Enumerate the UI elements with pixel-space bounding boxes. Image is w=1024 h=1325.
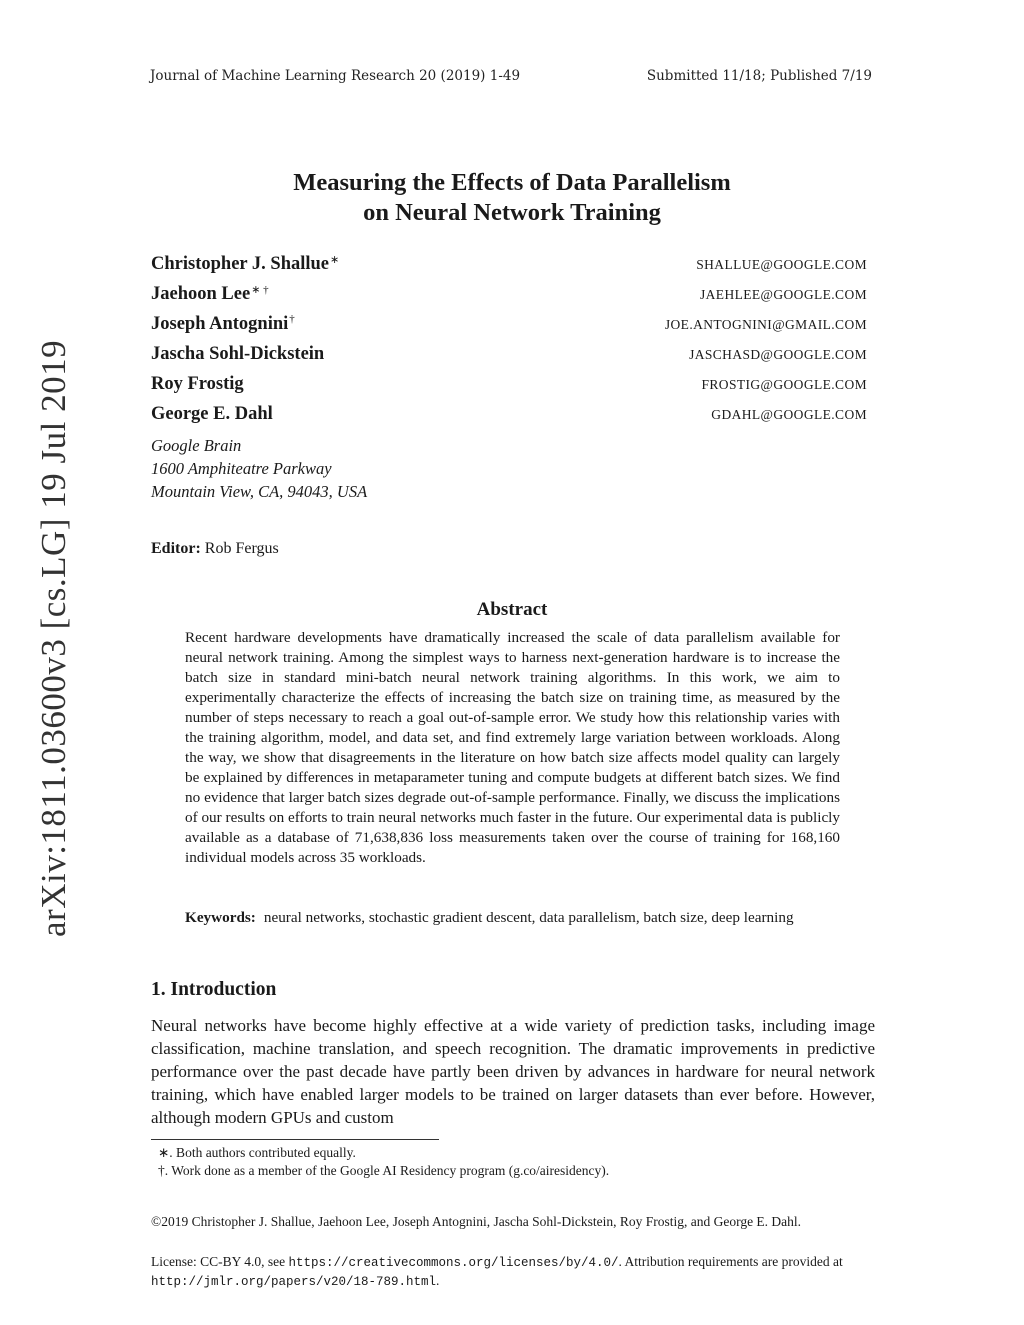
submission-dates: Submitted 11/18; Published 7/19 — [646, 68, 872, 84]
affiliation — [151, 434, 367, 503]
author-email: JOE.ANTOGNINI@GMAIL.COM — [664, 317, 867, 332]
paper-url-link[interactable]: http://jmlr.org/papers/v20/18-789.html — [151, 1275, 437, 1289]
author-row — [151, 314, 867, 338]
author-email: JAEHLEE@GOOGLE.COM — [700, 287, 867, 302]
author-row — [151, 404, 867, 428]
author-row — [151, 344, 867, 368]
author-marks: † — [289, 313, 295, 325]
author-name: Christopher J. Shallue∗ — [151, 254, 340, 274]
affiliation-line: Google Brain — [151, 436, 242, 455]
author-name: George E. Dahl — [151, 404, 273, 424]
keywords — [185, 908, 840, 928]
copyright-notice: ©2019 Christopher J. Shallue, Jaehoon Lee, Joseph Antognini, Jascha Sohl-Dickstein, Roy Frostig, and George E. Dahl. — [151, 1214, 802, 1229]
author-row — [151, 284, 867, 308]
footnote-rule — [151, 1139, 439, 1140]
keywords-list: neural networks, stochastic gradient descent, data parallelism, batch size, deep learning — [263, 909, 794, 926]
paper-title-line-1: Measuring the Effects of Data Parallelism — [293, 169, 731, 196]
author-email: FROSTIG@GOOGLE.COM — [701, 377, 867, 392]
author-marks: ∗ † — [251, 284, 269, 296]
keywords-label: Keywords: — [185, 909, 256, 926]
abstract-heading: Abstract — [476, 599, 548, 620]
license-url-link[interactable]: https://creativecommons.org/licenses/by/4.0/ — [288, 1256, 619, 1270]
footnote-ai-residency: †. Work done as a member of the Google AI Residency program (g.co/airesidency). — [158, 1163, 610, 1178]
section-heading-introduction: 1. Introduction — [151, 979, 277, 1000]
editor-label: Editor: — [151, 540, 201, 557]
author-email: JASCHASD@GOOGLE.COM — [689, 347, 867, 362]
affiliation-line: 1600 Amphiteatre Parkway — [151, 459, 332, 478]
footnote-equal-contribution: ∗. Both authors contributed equally. — [158, 1145, 356, 1160]
author-name: Joseph Antognini† — [151, 313, 295, 334]
author-name: Jascha Sohl-Dickstein — [151, 344, 325, 364]
author-email: GDAHL@GOOGLE.COM — [711, 407, 867, 422]
journal-header: Journal of Machine Learning Research 20 (2019) 1-49 — [150, 68, 521, 84]
abstract-text: Recent hardware developments have dramatically increased the scale of data parallelism available for neural network training. Among the simplest ways to harness next-generation hardware is to increase the batch size in standard mini-batch neural network training algorithms. In this work, we aim to experimentally characterize the effects of increasing the batch size on training time, as measured by the number of steps necessary to reach a goal out-of-sample error. We study how this relationship varies with the training algorithm, model, and data set, and find extremely large variation between workloads. Along the way, we show that disagreements in the literature on how batch size affects model quality can largely be explained by differences in metaparameter tuning and compute budgets at different batch sizes. We find no evidence that larger batch sizes degrade out-of-sample performance. Finally, we discuss the implications of our results on efforts to train neural networks much faster in the future. Our experimental data is publicly available as a database of 71,638,836 loss measurements taken over the course of training for 168,160 individual models across 35 workloads. — [185, 629, 840, 866]
author-row — [151, 374, 867, 398]
affiliation-line: Mountain View, CA, 94043, USA — [151, 482, 368, 501]
author-email: SHALLUE@GOOGLE.COM — [696, 257, 867, 272]
author-name: Jaehoon Lee∗ † — [151, 284, 269, 304]
arxiv-side-stamp: arXiv:1811.03600v3 [cs.LG] 19 Jul 2019 — [34, 339, 73, 937]
editor-name: Rob Fergus — [204, 540, 279, 557]
author-marks: ∗ — [330, 254, 340, 266]
author-name: Roy Frostig — [151, 374, 244, 394]
editor-line — [151, 540, 279, 558]
paper-title-line-2: on Neural Network Training — [363, 199, 661, 226]
author-row — [151, 254, 867, 278]
license-notice: License: CC-BY 4.0, see https://creativecommons.org/licenses/by/4.0/. Attribution requirements are provided at http://jmlr.org/papers/v20/18-789.html. — [151, 1254, 843, 1289]
introduction-paragraph: Neural networks have become highly effective at a wide variety of prediction tasks, including image classification, machine translation, and speech recognition. The dramatic improvements in predictive performance over the past decade have partly been driven by advances in hardware for neural network training, which have enabled larger models to be trained on larger datasets than ever before. However, although modern GPUs and custom — [151, 1016, 875, 1127]
